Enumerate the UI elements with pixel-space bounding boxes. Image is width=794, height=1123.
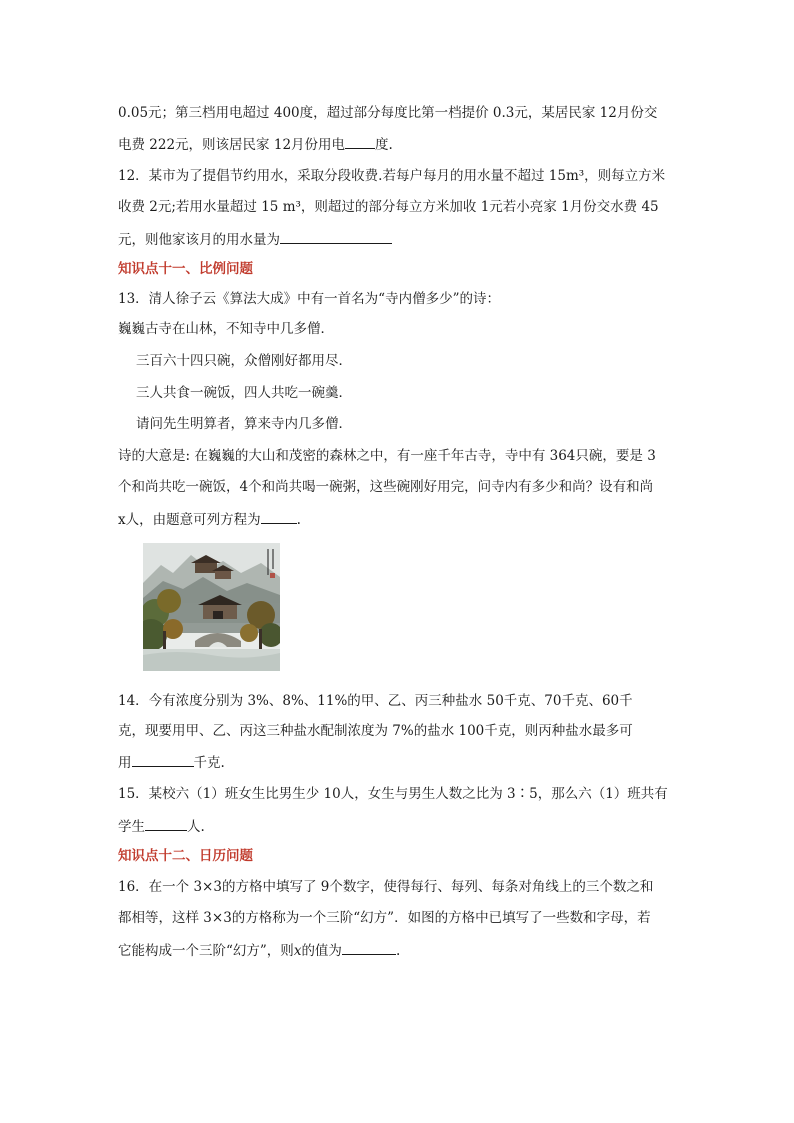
q14-answer-blank[interactable] (132, 752, 194, 767)
q13-poem-1: 巍巍古寺在山林，不知寺中几多僧． (118, 321, 334, 337)
q13-meaning-line-3 (118, 509, 301, 527)
q16-line-1 (118, 878, 653, 896)
temple-landscape-painting (143, 543, 280, 671)
q11-text-2b: 度. (375, 137, 393, 153)
q16-text-3a: 它能构成一个三阶“幻方”，则 (118, 943, 294, 959)
q14-text-3b: 千克. (193, 755, 225, 771)
q13-poem-3: 三人共食一碗饭，四人共吃一碗羹． (136, 385, 352, 401)
q16-text-1: 16．在一个 3×3的方格中填写了 9个数字，使得每行、每列、每条对角线上的三个数之和 (118, 879, 654, 895)
q14-line-1 (118, 692, 633, 710)
q13-intro-line (118, 290, 500, 308)
q12-text-1: 12．某市为了提倡节约用水，采取分段收费.若每户每月的用水量不超过 15m³，则每立方米 (118, 168, 666, 184)
q13-meaning-line-2 (118, 478, 653, 496)
q16-text-3c: . (395, 943, 401, 959)
q13-meaning-1: 诗的大意是: 在巍巍的大山和茂密的森林之中，有一座千年古寺，寺中有 364只碗，要是 3 (118, 448, 656, 464)
q13-meaning-2: 个和尚共吃一碗饭，4个和尚共喝一碗粥，这些碗刚好用完，问寺内有多少和尚？设有和尚 (118, 479, 654, 495)
q16-text-2: 都相等，这样 3×3的方格称为一个三阶“幻方”．如图的方格中已填写了一些数和字母，若 (118, 910, 651, 926)
section-12-title: 知识点十二、日历问题 (118, 848, 253, 864)
q11-line-1 (118, 104, 657, 122)
q15-answer-blank[interactable] (145, 816, 187, 831)
q16-text-3b: 的值为 (301, 943, 342, 959)
q14-line-2 (118, 722, 633, 740)
q12-text-2: 收费 2元;若用水量超过 15 m³，则超过的部分每立方米加收 1元若小亮家 1月份交水费 45 (118, 199, 659, 215)
q14-line-3 (118, 752, 225, 770)
q11-text-1: 0.05元；第三档用电超过 400度，超过部分每度比第一档提价 0.3元，某居民家 12月份交 (118, 105, 658, 121)
q16-line-3 (118, 940, 400, 958)
q13-poem-line-1 (118, 320, 334, 338)
q15-line-2 (118, 816, 205, 834)
q12-line-2 (118, 198, 659, 216)
q13-answer-blank[interactable] (261, 509, 297, 524)
q11-text-2a: 电费 222元，则该居民家 12月份用电 (118, 137, 346, 153)
q16-answer-blank[interactable] (342, 940, 396, 955)
q14-text-2: 克，现要用甲、乙、丙这三种盐水配制浓度为 7%的盐水 100千克，则丙种盐水最多可 (118, 723, 633, 739)
q16-variable-x: x (293, 943, 302, 959)
q13-meaning-line-1 (118, 447, 656, 465)
q13-poem-2: 三百六十四只碗，众僧刚好都用尽． (136, 353, 352, 369)
q13-meaning-3a: x人，由题意可列方程为 (118, 512, 261, 528)
q15-text-1: 15．某校六（1）班女生比男生少 10人，女生与男生人数之比为 3∶5，那么六（1）班共有 (118, 786, 668, 802)
q14-text-1: 14．今有浓度分别为 3%、8%、11%的甲、乙、丙三种盐水 50千克、70千克、60千 (118, 693, 633, 709)
q12-line-3 (118, 229, 392, 247)
q15-text-2b: 人. (187, 819, 205, 835)
q16-line-2 (118, 909, 651, 927)
q11-line-2 (118, 134, 393, 152)
q12-line-1 (118, 167, 665, 185)
q12-text-3: 元，则他家该月的用水量为 (118, 232, 280, 248)
q13-poem-line-4 (136, 415, 352, 433)
q14-text-3a: 用 (118, 755, 132, 771)
q13-poem-line-3 (136, 384, 352, 402)
section-heading-12 (118, 847, 253, 865)
q13-poem-4: 请问先生明算者，算来寺内几多僧． (136, 416, 352, 432)
q11-answer-blank[interactable] (345, 134, 375, 149)
q15-line-1 (118, 785, 668, 803)
section-11-title: 知识点十一、比例问题 (118, 261, 253, 277)
q13-meaning-3b: . (296, 512, 301, 528)
painting-illustration (143, 543, 280, 671)
q15-text-2a: 学生 (118, 819, 145, 835)
q12-answer-blank[interactable] (280, 229, 392, 244)
section-heading-11 (118, 260, 253, 278)
q13-intro: 13．清人徐子云《算法大成》中有一首名为“寺内僧多少”的诗： (118, 291, 500, 307)
q13-poem-line-2 (136, 352, 352, 370)
